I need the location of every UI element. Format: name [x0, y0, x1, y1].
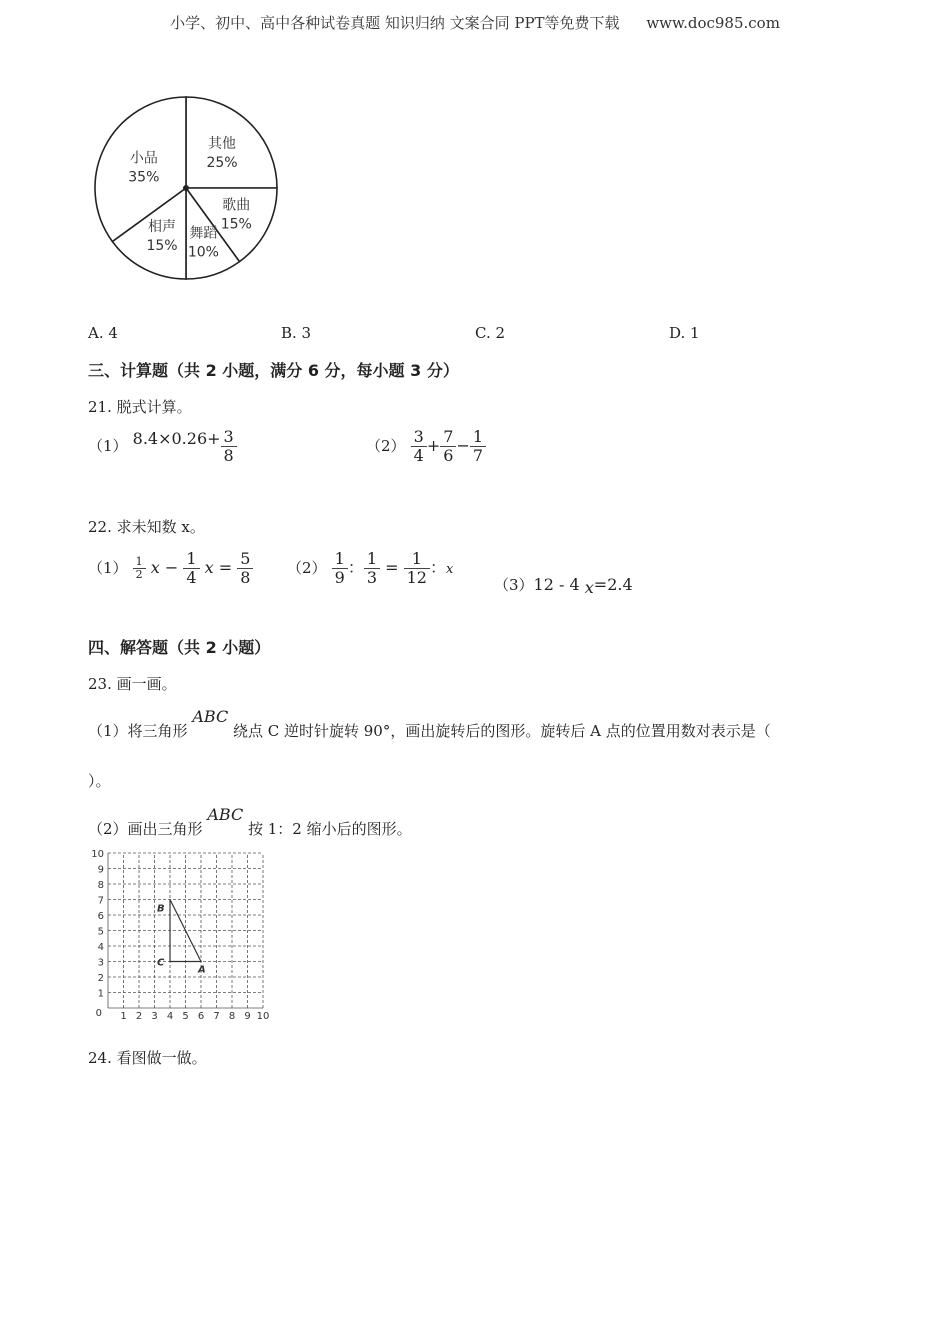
q23-stem: 23. 画一画。 [88, 675, 177, 693]
x-tick-label: 1 [120, 1011, 127, 1022]
q23-p1-pre: （1）将三角形 [88, 722, 188, 740]
x-tick-label: 4 [166, 1011, 174, 1022]
x-tick-label: 7 [213, 1011, 220, 1022]
pie-label-1: 其他 [208, 135, 237, 152]
pie-chart [90, 93, 290, 288]
q21-p2-frac-a: $\frac{3}{4}$ [411, 428, 427, 465]
pie-pct-1: 25% [206, 154, 238, 171]
section-4-title: 四、解答题（共 2 小题） [88, 638, 271, 657]
y-tick-label: 4 [97, 942, 104, 953]
x-tick-label: 5 [182, 1011, 189, 1022]
q22-part3 [494, 574, 633, 595]
y-tick-label: 3 [97, 957, 104, 969]
q22-p2-frac-c: $\frac{1}{12}$ [404, 550, 430, 587]
q22-p1-frac-c: $\frac{5}{8}$ [237, 550, 253, 587]
q21-p2-frac-b: $\frac{7}{6}$ [440, 428, 456, 465]
q23-part1-end: ）。 [88, 772, 111, 790]
q22-p2-eq: = [385, 558, 399, 577]
coordinate-grid [88, 849, 283, 1023]
q21-p1-frac: $\frac{3}{8}$ [221, 428, 237, 465]
q22-p3-post: =2.4 [593, 575, 633, 594]
option-c[interactable]: C. 2 [475, 324, 506, 342]
q22-p2-x: x [446, 562, 454, 577]
q22-p3-pre: 12 - 4 [533, 575, 580, 594]
y-tick-label: 10 [91, 849, 104, 860]
pie-label-5: 小品 [129, 150, 158, 167]
origin-label: 0 [95, 1008, 102, 1019]
q22-p1-eq: = [218, 558, 233, 577]
q24-stem: 24. 看图做一做。 [88, 1049, 207, 1067]
section-3-title: 三、计算题（共 2 小题，满分 6 分，每小题 3 分） [88, 361, 459, 380]
y-tick-label: 5 [97, 926, 104, 938]
q23-p2-pre: （2）画出三角形 [88, 820, 203, 838]
q22-part1 [88, 550, 253, 587]
header-url[interactable]: www.doc985.com [646, 14, 780, 32]
page-header [0, 12, 950, 33]
q22-p1-x1: x [150, 558, 160, 577]
y-tick-label: 8 [97, 880, 104, 891]
point-b-label: B [157, 903, 165, 915]
x-tick-label: 8 [228, 1011, 236, 1022]
pie-pct-3: 10% [187, 244, 219, 261]
y-tick-label: 1 [97, 988, 104, 1000]
q23-part2 [88, 805, 412, 839]
y-tick-label: 7 [97, 895, 104, 907]
q22-p2-frac-b: $\frac{1}{3}$ [364, 550, 380, 587]
pie-center-dot [183, 185, 189, 191]
x-tick-label: 10 [256, 1011, 270, 1022]
pie-pct-2: 15% [220, 216, 252, 233]
header-text: 小学、初中、高中各种试卷真题 知识归纳 文案合同 PPT等免费下载 [170, 14, 620, 32]
q21-p2-frac-c: $\frac{1}{7}$ [470, 428, 486, 465]
x-tick-label: 6 [197, 1011, 205, 1022]
q22-p1-frac-a: $\frac{1}{2}$ [133, 556, 146, 581]
q21-part1 [88, 428, 237, 465]
q21-p1-expr: 8.4×0.26+ [132, 429, 221, 448]
q23-p1-abc: ABC [192, 707, 229, 726]
q21-stem: 21. 脱式计算。 [88, 398, 192, 416]
option-b[interactable]: B. 3 [281, 324, 312, 342]
x-tick-label: 2 [135, 1011, 143, 1022]
q22-p3-x: x [584, 578, 594, 597]
q22-p2-frac-a: $\frac{1}{9}$ [332, 550, 348, 587]
q21-p1-num: （1） [88, 437, 128, 455]
option-a[interactable]: A. 4 [88, 324, 118, 342]
y-tick-label: 6 [97, 911, 104, 922]
q21-p2-num: （2） [366, 437, 406, 455]
x-tick-label: 3 [151, 1011, 158, 1022]
pie-label-3: 舞蹈 [189, 225, 218, 242]
q22-part2 [287, 550, 453, 587]
q23-p2-post: 按 1：2 缩小后的图形。 [247, 820, 412, 838]
point-a-label: A [198, 964, 206, 976]
q22-p1-op: − [164, 558, 179, 577]
q22-p2-colon1: ： [347, 558, 364, 577]
y-tick-label: 2 [97, 973, 104, 984]
q22-p3-num: （3） [494, 576, 534, 594]
q21-p2-op2: − [456, 436, 470, 455]
pie-label-2: 歌曲 [222, 197, 251, 214]
q22-p2-colon2: ： [429, 558, 446, 577]
q21-part2 [366, 428, 486, 465]
q22-p1-num: （1） [88, 559, 128, 577]
q22-p2-num: （2） [287, 559, 327, 577]
q21-p2-op1: + [426, 436, 441, 455]
q22-p1-x2: x [204, 558, 214, 577]
option-d[interactable]: D. 1 [669, 324, 700, 342]
q22-stem: 22. 求未知数 x。 [88, 518, 205, 536]
point-c-label: C [157, 957, 165, 969]
pie-pct-4: 15% [146, 238, 178, 255]
pie-label-4: 相声 [148, 219, 177, 236]
q23-part1 [88, 707, 771, 741]
pie-pct-5: 35% [128, 169, 160, 186]
y-tick-label: 9 [97, 864, 104, 876]
q23-p1-post: 绕点 C 逆时针旋转 90°，画出旋转后的图形。旋转后 A 点的位置用数对表示是（ [232, 722, 771, 740]
q23-p2-abc: ABC [207, 805, 244, 824]
q22-p1-frac-b: $\frac{1}{4}$ [183, 550, 199, 587]
x-tick-label: 9 [244, 1011, 251, 1022]
